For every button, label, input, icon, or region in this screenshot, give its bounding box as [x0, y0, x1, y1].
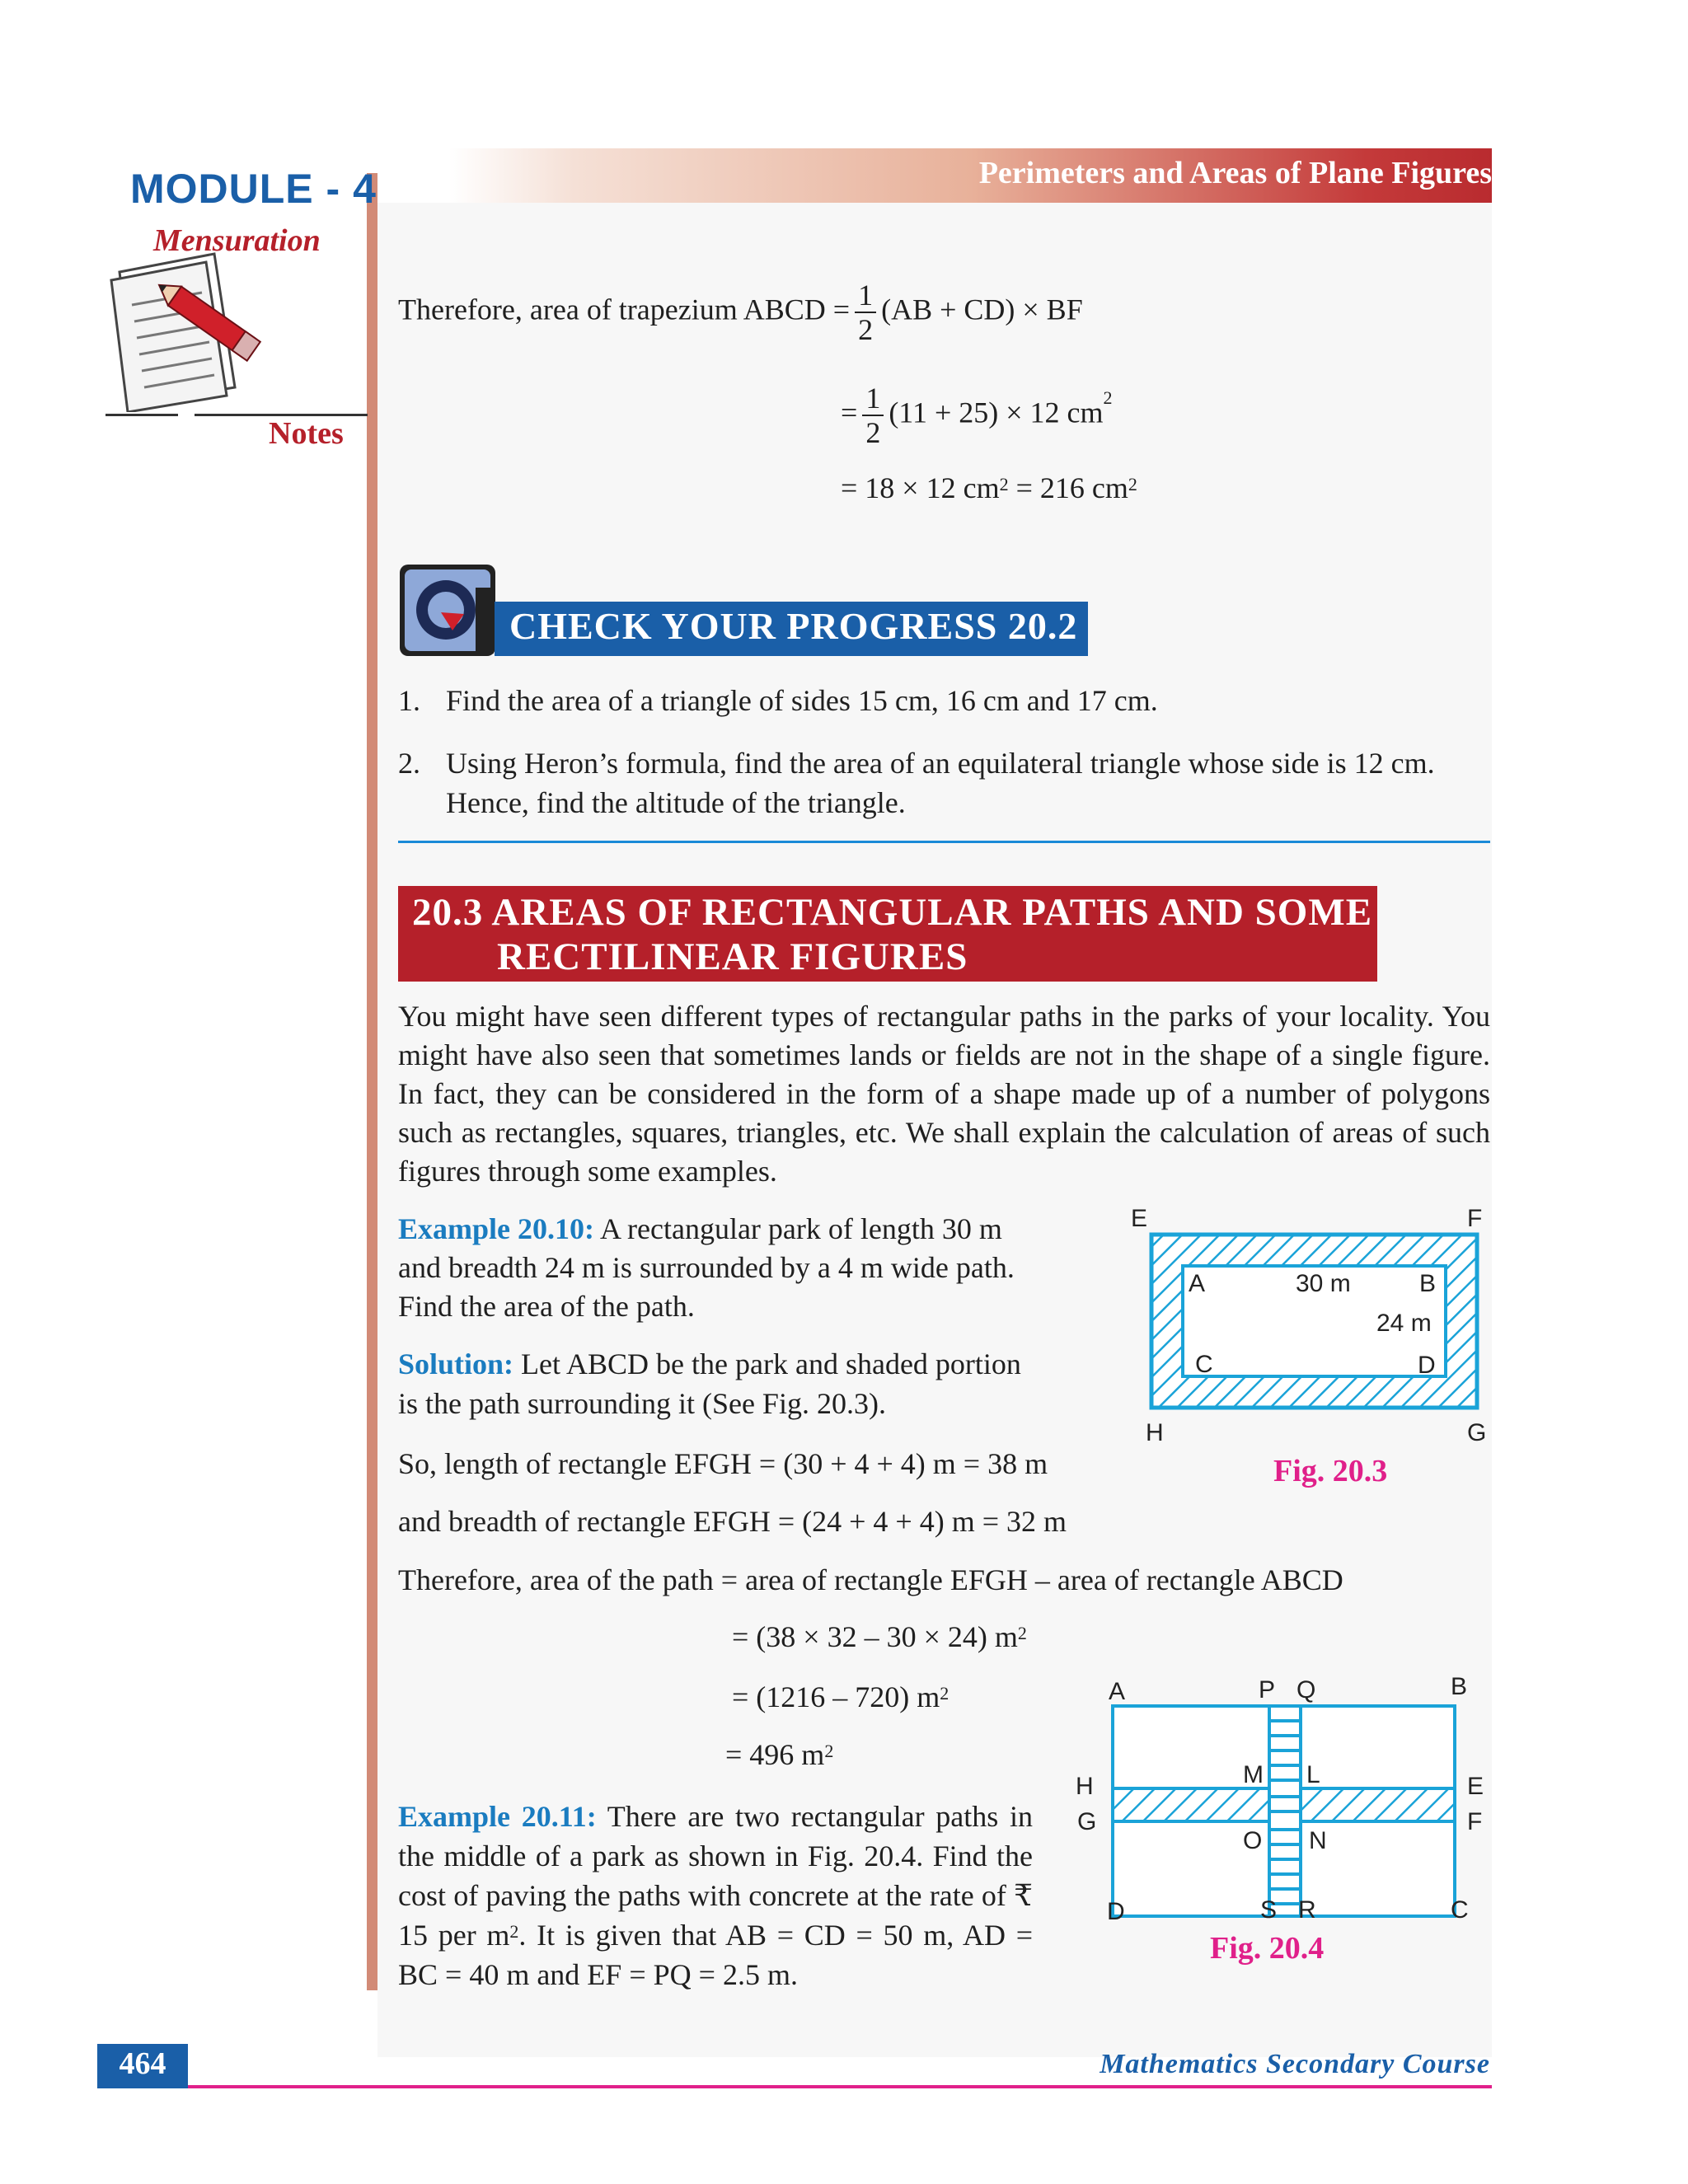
section-heading-line-1 [412, 890, 1372, 935]
module-subtitle: Mensuration [153, 223, 321, 258]
area-of-path-line: Therefore, area of the path = area of rectangle EFGH – area of rectangle ABCD [398, 1563, 1343, 1596]
figure-20-4-caption: Fig. 20.4 [1210, 1931, 1325, 1966]
question-text: Using Heron’s formula, find the area of an equilateral triangle whose side is 12 cm. Hence, find the altitude of the triangle. [446, 747, 1435, 819]
svg-text:E: E [1131, 1205, 1148, 1232]
trapezium-text: Therefore, area of trapezium ABCD = [398, 293, 851, 326]
question-number: 1. [398, 684, 420, 717]
example-text-continued: . It is given that AB = CD = 50 m, AD = BC = 40 m and EF = PQ = 2.5 m. [398, 1919, 1034, 1991]
calc-step-3: = 496 $m^2$ [725, 1738, 834, 1771]
fraction-half: $\frac{1}{2}$ [855, 279, 876, 346]
example-label: Example 20.10: [398, 1212, 594, 1245]
svg-text:G: G [1467, 1419, 1487, 1446]
example-label: Example 20.11: [398, 1800, 597, 1833]
svg-text:C: C [1451, 1896, 1469, 1924]
svg-text:A: A [1109, 1678, 1126, 1705]
section-title: AREAS OF RECTANGULAR PATHS AND SOME [491, 891, 1373, 934]
svg-text:Q: Q [1296, 1676, 1316, 1704]
example-text: A rectangular park of length 30 m and breadth 24 m is surrounded by a 4 m wide path. Find the area of the path. [398, 1212, 1015, 1323]
example-text: There are two rectangular paths in the middle of a park as shown in Fig. 20.4. Find the cost of paving the paths with concrete at the rate of ₹ 15 per m [398, 1800, 1033, 1952]
trapezium-formula: (AB + CD) × BF [881, 293, 1083, 326]
trapezium-area-line-3: = 18 × 12 $cm^2 = 216$ $cm^2$ [841, 471, 1137, 504]
svg-text:N: N [1309, 1827, 1327, 1854]
svg-text:F: F [1467, 1205, 1483, 1232]
question-text: Find the area of a triangle of sides 15 cm, 16 cm and 17 cm. [446, 684, 1158, 717]
svg-text:S: S [1260, 1896, 1278, 1924]
breadth-line: and breadth of rectangle EFGH = (24 + 4 + 4) m = 32 m [398, 1505, 1067, 1538]
chapter-title: Perimeters and Areas of Plane Figures [978, 156, 1492, 190]
svg-text:O: O [1243, 1827, 1263, 1854]
svg-text:30 m: 30 m [1296, 1270, 1351, 1297]
svg-text:P: P [1259, 1676, 1276, 1704]
question-2 [398, 743, 1490, 819]
svg-text:L: L [1306, 1761, 1320, 1788]
module-title: MODULE - 4 [130, 166, 377, 212]
page-number: 464 [119, 2046, 166, 2081]
trapezium-area-line-2: = $\frac{1}{2}$ (11 + 25) × 12 $cm^2$ [841, 382, 1113, 449]
svg-text:R: R [1298, 1896, 1316, 1924]
figure-20-3-caption: Fig. 20.3 [1273, 1454, 1388, 1488]
section-intro: You might have seen different types of rectangular paths in the parks of your locality. You might have also seen that sometimes lands or fields are not in the shape of a single figure. In fact, they can be considered in the form of a shape made up of a number of polygons such as rectangles, squares, triangles, etc. We shall explain the calculation of areas of such figures through some examples. [398, 1000, 1490, 1188]
svg-text:H: H [1076, 1773, 1094, 1800]
svg-text:D: D [1418, 1352, 1436, 1379]
example-20-11: Example 20.11: There are two rectangular paths in the middle of a park as shown in Fig. 20.4. Find the cost of paving the paths with concrete at the rate of ₹ 15 per $m^2$. It is given that AB = CD = 50 m, AD = BC = 40 m and EF = PQ = 2.5 m. [398, 1800, 1034, 1991]
check-progress-title: CHECK YOUR PROGRESS 20.2 [509, 605, 1078, 647]
margin-rule [367, 173, 377, 1990]
svg-text:F: F [1467, 1808, 1483, 1835]
length-line: So, length of rectangle EFGH = (30 + 4 + 4) m = 38 m [398, 1447, 1048, 1480]
svg-text:24 m: 24 m [1376, 1310, 1432, 1337]
solution-label: Solution: [398, 1347, 514, 1380]
notes-label: Notes [269, 416, 344, 451]
question-number: 2. [398, 747, 420, 780]
trapezium-area-line-1 [398, 279, 1083, 346]
svg-text:G: G [1077, 1808, 1097, 1835]
figure-20-4 [1067, 1665, 1492, 1937]
figure-20-3 [1104, 1199, 1492, 1455]
notes-icon [99, 247, 280, 412]
svg-text:E: E [1467, 1773, 1484, 1800]
section-divider [398, 841, 1490, 843]
svg-text:A: A [1189, 1270, 1206, 1297]
course-title: Mathematics Secondary Course [1100, 2049, 1490, 2079]
svg-text:B: B [1451, 1673, 1468, 1700]
svg-text:C: C [1195, 1351, 1213, 1378]
example-20-10 [398, 1210, 1037, 1326]
calc-step-1: = (38 × 32 – 30 × 24) $m^2$ [732, 1620, 1027, 1653]
section-number: 20.3 [412, 891, 484, 934]
svg-text:M: M [1243, 1761, 1264, 1788]
fraction-half: $\frac{1}{2}$ [862, 382, 884, 449]
svg-text:H: H [1146, 1419, 1164, 1446]
calc-step-2: = (1216 – 720) $m^2$ [732, 1680, 950, 1713]
solution-20-10 [398, 1344, 1037, 1423]
svg-text:D: D [1107, 1898, 1125, 1925]
solution-text: Let ABCD be the park and shaded portion is the path surrounding it (See Fig. 20.3). [398, 1347, 1021, 1420]
notes-rule-left [106, 414, 178, 416]
footer-rule [188, 2085, 1492, 2088]
question-1 [398, 681, 1158, 720]
section-heading-line-2: RECTILINEAR FIGURES [497, 935, 968, 978]
svg-text:B: B [1419, 1270, 1437, 1297]
q-icon [398, 563, 497, 658]
